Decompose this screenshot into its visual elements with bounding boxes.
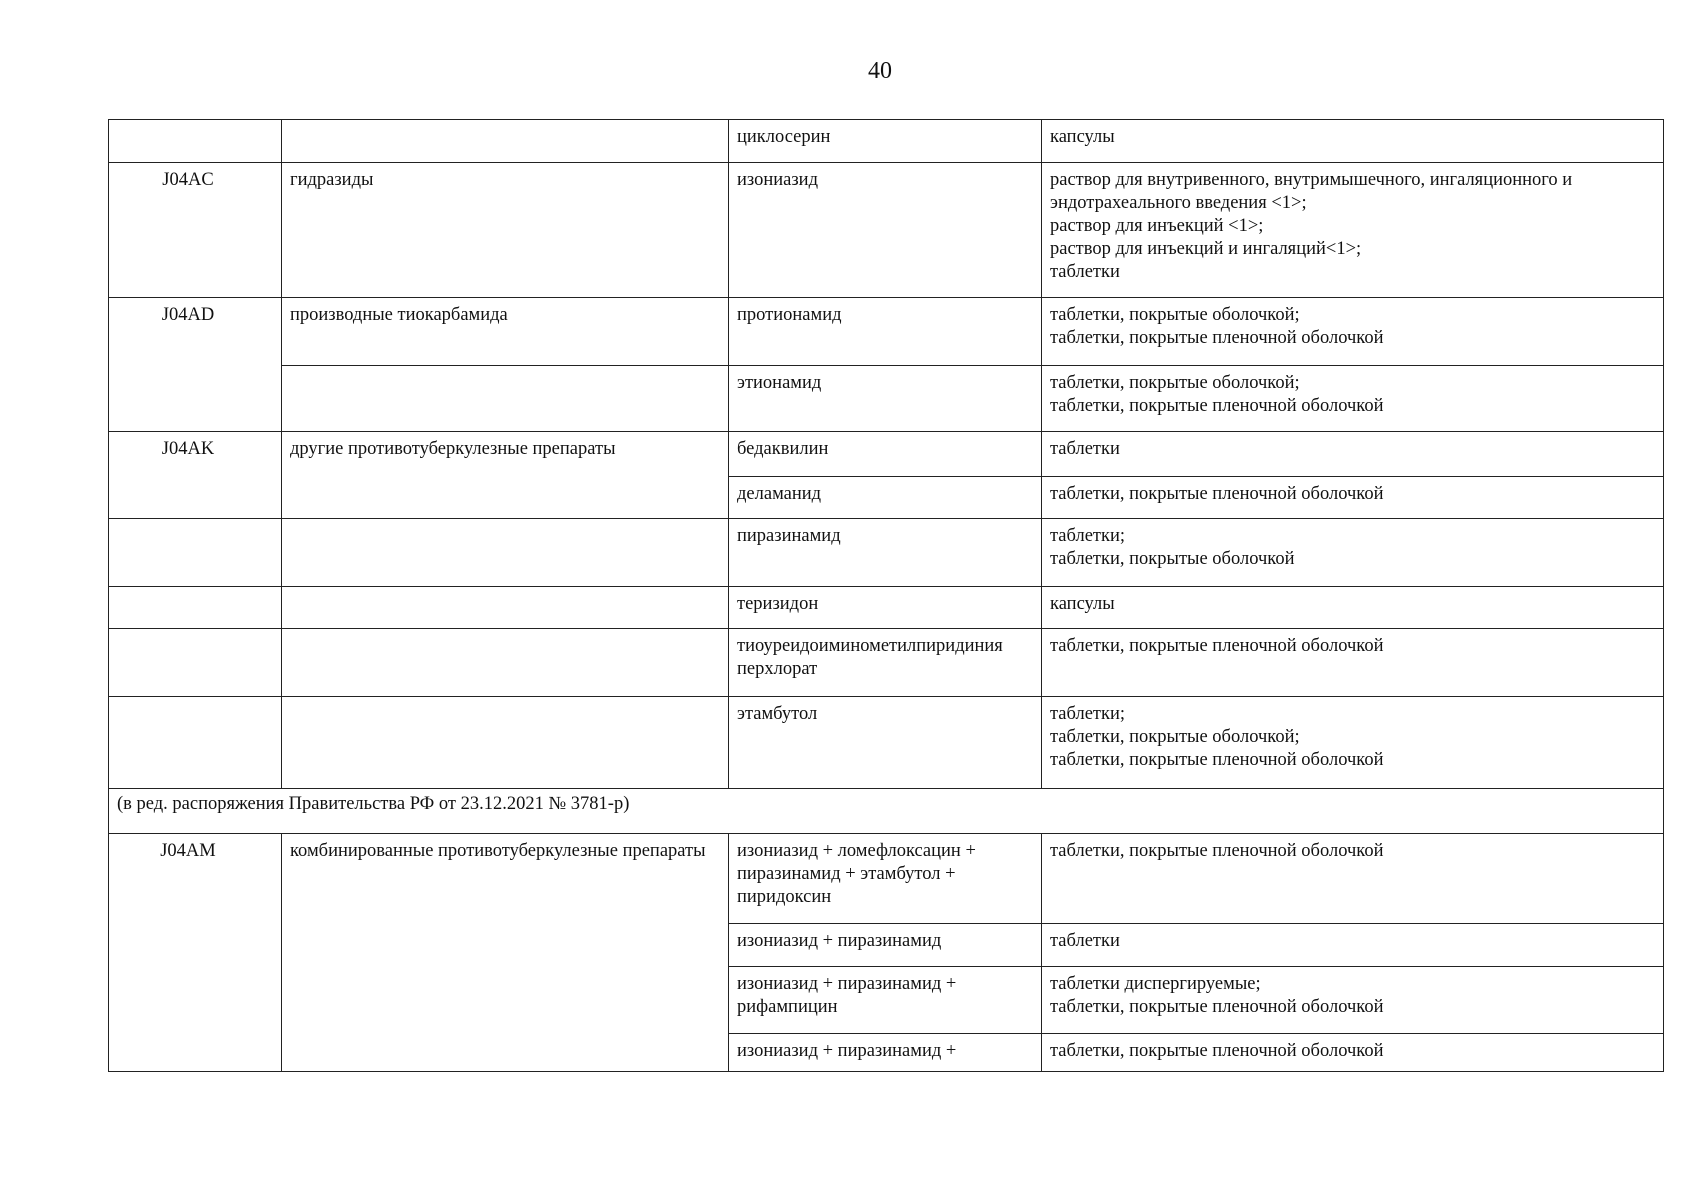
dosage-form-cell — [1042, 298, 1664, 366]
dosage-form-line: таблетки, покрытые пленочной оболочкой — [1050, 841, 1384, 861]
substance-cell — [729, 519, 1042, 587]
group-name-cell — [282, 697, 729, 789]
dosage-form-line: таблетки — [1050, 262, 1120, 282]
substance-cell — [729, 834, 1042, 924]
group-name-cell — [282, 629, 729, 697]
atc-code-cell: J04AD — [109, 298, 282, 432]
substance-line: протионамид — [737, 305, 842, 325]
dosage-form-cell — [1042, 120, 1664, 163]
substance-line: изониазид + пиразинамид — [737, 931, 942, 951]
substance-cell — [729, 587, 1042, 629]
substance-line: тиоуреидоиминометилпиридиния — [737, 636, 1003, 656]
dosage-form-cell — [1042, 163, 1664, 298]
group-name-cell — [282, 120, 729, 163]
dosage-form-line: эндотрахеального введения <1>; — [1050, 193, 1307, 213]
dosage-form-cell — [1042, 477, 1664, 519]
dosage-form-line: таблетки, покрытые оболочкой; — [1050, 373, 1300, 393]
atc-code-cell — [109, 120, 282, 163]
substance-line: теризидон — [737, 594, 819, 614]
atc-code-cell: J04AC — [109, 163, 282, 298]
dosage-form-cell — [1042, 629, 1664, 697]
substance-line: изониазид + пиразинамид + — [737, 1041, 957, 1061]
dosage-form-line: таблетки; — [1050, 704, 1126, 724]
substance-line: деламанид — [737, 484, 822, 504]
substance-line: этамбутол — [737, 704, 818, 724]
atc-code-cell: J04AK — [109, 432, 282, 519]
dosage-form-line: таблетки — [1050, 439, 1120, 459]
dosage-form-line: таблетки, покрытые пленочной оболочкой — [1050, 750, 1384, 770]
substance-line: изониазид + пиразинамид + — [737, 974, 957, 994]
dosage-form-cell — [1042, 924, 1664, 967]
group-name-cell: производные тиокарбамида — [282, 298, 729, 366]
dosage-form-cell — [1042, 432, 1664, 477]
atc-code-cell — [109, 629, 282, 697]
table-row — [109, 120, 1664, 163]
dosage-form-cell — [1042, 834, 1664, 924]
substance-cell — [729, 967, 1042, 1034]
substance-cell — [729, 924, 1042, 967]
substance-line: пиразинамид — [737, 526, 841, 546]
substance-line: этионамид — [737, 373, 822, 393]
dosage-form-line: раствор для инъекций <1>; — [1050, 216, 1264, 236]
dosage-form-line: таблетки, покрытые оболочкой; — [1050, 727, 1300, 747]
table-row — [109, 432, 1664, 477]
group-name-cell — [282, 519, 729, 587]
dosage-form-line: таблетки, покрытые оболочкой; — [1050, 305, 1300, 325]
substance-line: пиразинамид + этамбутол + — [737, 864, 956, 884]
dosage-form-line: капсулы — [1050, 594, 1115, 614]
table-row — [109, 697, 1664, 789]
dosage-form-line: таблетки, покрытые пленочной оболочкой — [1050, 1041, 1384, 1061]
table-row — [109, 629, 1664, 697]
table-row — [109, 789, 1664, 834]
substance-line: изониазид — [737, 170, 818, 190]
substance-line: изониазид + ломефлоксацин + — [737, 841, 976, 861]
dosage-form-cell — [1042, 519, 1664, 587]
substance-line: перхлорат — [737, 659, 818, 679]
substance-cell — [729, 163, 1042, 298]
substance-cell — [729, 1034, 1042, 1072]
table-row — [109, 366, 1664, 432]
substance-cell — [729, 366, 1042, 432]
table-row — [109, 519, 1664, 587]
dosage-form-line: таблетки, покрытые пленочной оболочкой — [1050, 997, 1384, 1017]
substance-cell — [729, 629, 1042, 697]
group-name-cell: гидразиды — [282, 163, 729, 298]
table-row — [109, 587, 1664, 629]
dosage-form-cell — [1042, 967, 1664, 1034]
group-name-cell — [282, 366, 729, 432]
dosage-form-line: таблетки, покрытые пленочной оболочкой — [1050, 396, 1384, 416]
table-row — [109, 163, 1664, 298]
table-row — [109, 298, 1664, 366]
dosage-form-line: таблетки диспергируемые; — [1050, 974, 1261, 994]
dosage-form-line: таблетки, покрытые пленочной оболочкой — [1050, 328, 1384, 348]
substance-cell — [729, 697, 1042, 789]
substance-cell — [729, 298, 1042, 366]
atc-code-cell: J04AM — [109, 834, 282, 1072]
substance-line: бедаквилин — [737, 439, 829, 459]
group-name-cell: комбинированные противотуберкулезные препараты — [282, 834, 729, 1072]
dosage-form-line: раствор для внутривенного, внутримышечного, ингаляционного и — [1050, 170, 1573, 190]
substance-cell — [729, 477, 1042, 519]
dosage-form-line: таблетки; — [1050, 526, 1126, 546]
dosage-form-line: таблетки, покрытые пленочной оболочкой — [1050, 636, 1384, 656]
dosage-form-line: капсулы — [1050, 127, 1115, 147]
atc-code-cell — [109, 587, 282, 629]
dosage-form-line: раствор для инъекций и ингаляций<1>; — [1050, 239, 1362, 259]
atc-code-cell — [109, 697, 282, 789]
table-row — [109, 834, 1664, 924]
dosage-form-cell — [1042, 366, 1664, 432]
substance-line: рифампицин — [737, 997, 838, 1017]
atc-code-cell — [109, 519, 282, 587]
medicines-table — [108, 119, 1664, 1072]
dosage-form-line: таблетки — [1050, 931, 1120, 951]
substance-cell — [729, 432, 1042, 477]
substance-cell — [729, 120, 1042, 163]
substance-line: циклосерин — [737, 127, 831, 147]
group-name-cell: другие противотуберкулезные препараты — [282, 432, 729, 519]
amendment-note: (в ред. распоряжения Правительства РФ от 23.12.2021 № 3781-р) — [109, 789, 1664, 834]
dosage-form-line: таблетки, покрытые оболочкой — [1050, 549, 1295, 569]
substance-line: пиридоксин — [737, 887, 832, 907]
dosage-form-cell — [1042, 697, 1664, 789]
group-name-cell — [282, 587, 729, 629]
dosage-form-cell — [1042, 1034, 1664, 1072]
page-number: 40 — [868, 58, 892, 84]
dosage-form-line: таблетки, покрытые пленочной оболочкой — [1050, 484, 1384, 504]
dosage-form-cell — [1042, 587, 1664, 629]
